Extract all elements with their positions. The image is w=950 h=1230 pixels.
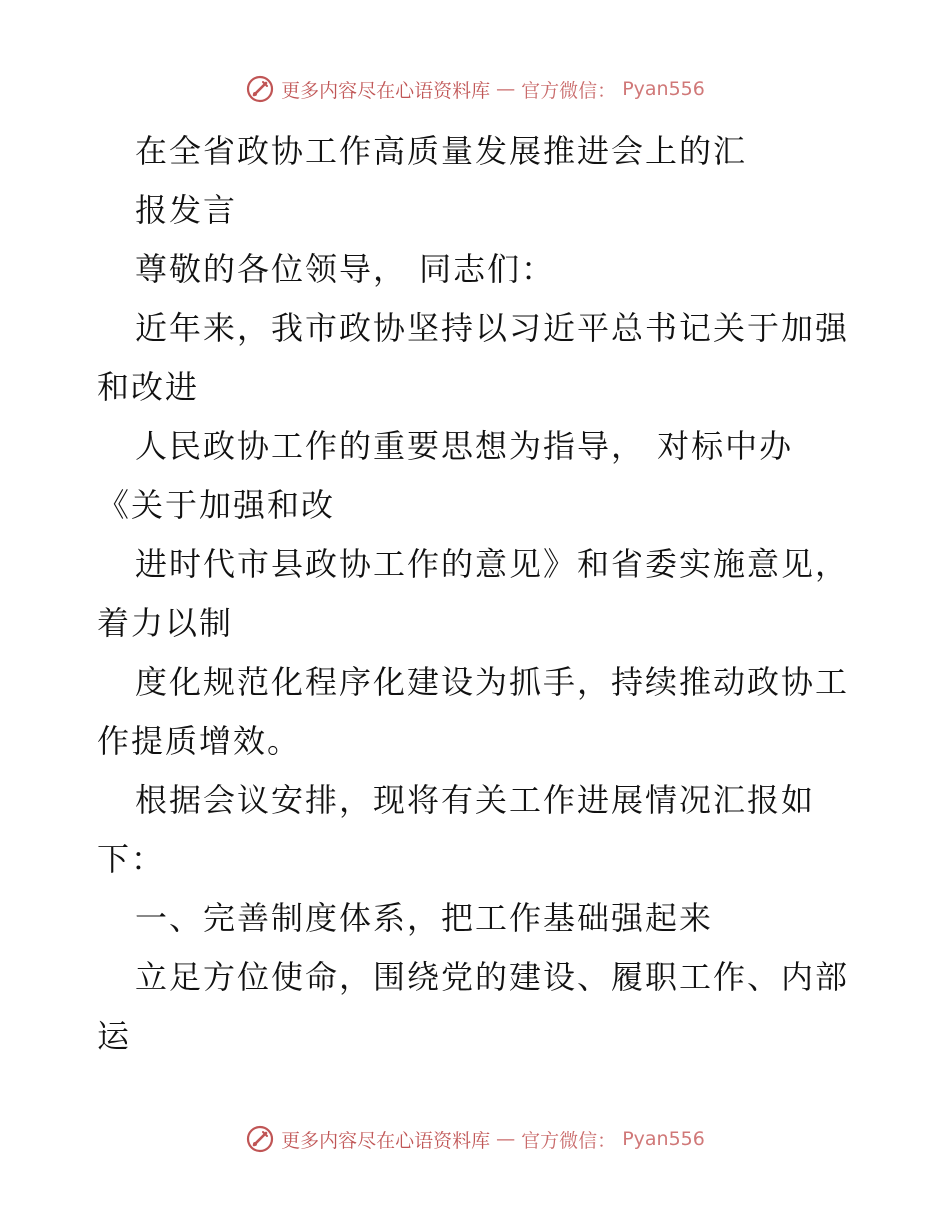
text-line-6: 人民政协工作的重要思想为指导， 对标中办 (135, 427, 794, 465)
watermark-sub-text: 官方微信： (521, 79, 617, 102)
text-line-5: 和改进 (97, 368, 200, 406)
text-line-9: 着力以制 (97, 604, 234, 642)
watermark-main-text: 更多内容尽在心语资料库 (281, 1129, 491, 1152)
text-line-10: 度化规范化程序化建设为抓手，持续推动政协工 (135, 663, 850, 701)
text-line-11: 作提质增效。 (97, 722, 302, 760)
text-line-4: 近年来，我市政协坚持以习近平总书记关于加强 (135, 309, 850, 347)
text-line-2: 报发言 (135, 191, 238, 229)
header-watermark (0, 74, 950, 104)
text-line-15: 立足方位使命，围绕党的建设、履职工作、内部 (135, 958, 850, 996)
text-line-12: 根据会议安排，现将有关工作进展情况汇报如 (135, 781, 816, 819)
watermark-id: Pyan556 (622, 78, 705, 100)
logo-icon (245, 74, 275, 104)
text-line-1: 在全省政协工作高质量发展推进会上的汇 (135, 132, 748, 170)
text-line-13: 下： (97, 840, 166, 878)
text-line-7: 《关于加强和改 (97, 486, 336, 524)
text-line-8: 进时代市县政协工作的意见》和省委实施意见， (135, 545, 850, 583)
watermark-dash: — (496, 1128, 516, 1150)
text-line-3: 尊敬的各位领导， 同志们： (135, 250, 556, 288)
watermark-dash: — (496, 78, 516, 100)
footer-watermark (0, 1124, 950, 1154)
logo-icon (245, 1124, 275, 1154)
text-line-14: 一、完善制度体系，把工作基础强起来 (135, 899, 714, 937)
watermark-sub-text: 官方微信： (521, 1129, 617, 1152)
text-line-16: 运 (97, 1017, 132, 1055)
document-body (97, 122, 857, 1066)
watermark-main-text: 更多内容尽在心语资料库 (281, 79, 491, 102)
watermark-id: Pyan556 (622, 1128, 705, 1150)
